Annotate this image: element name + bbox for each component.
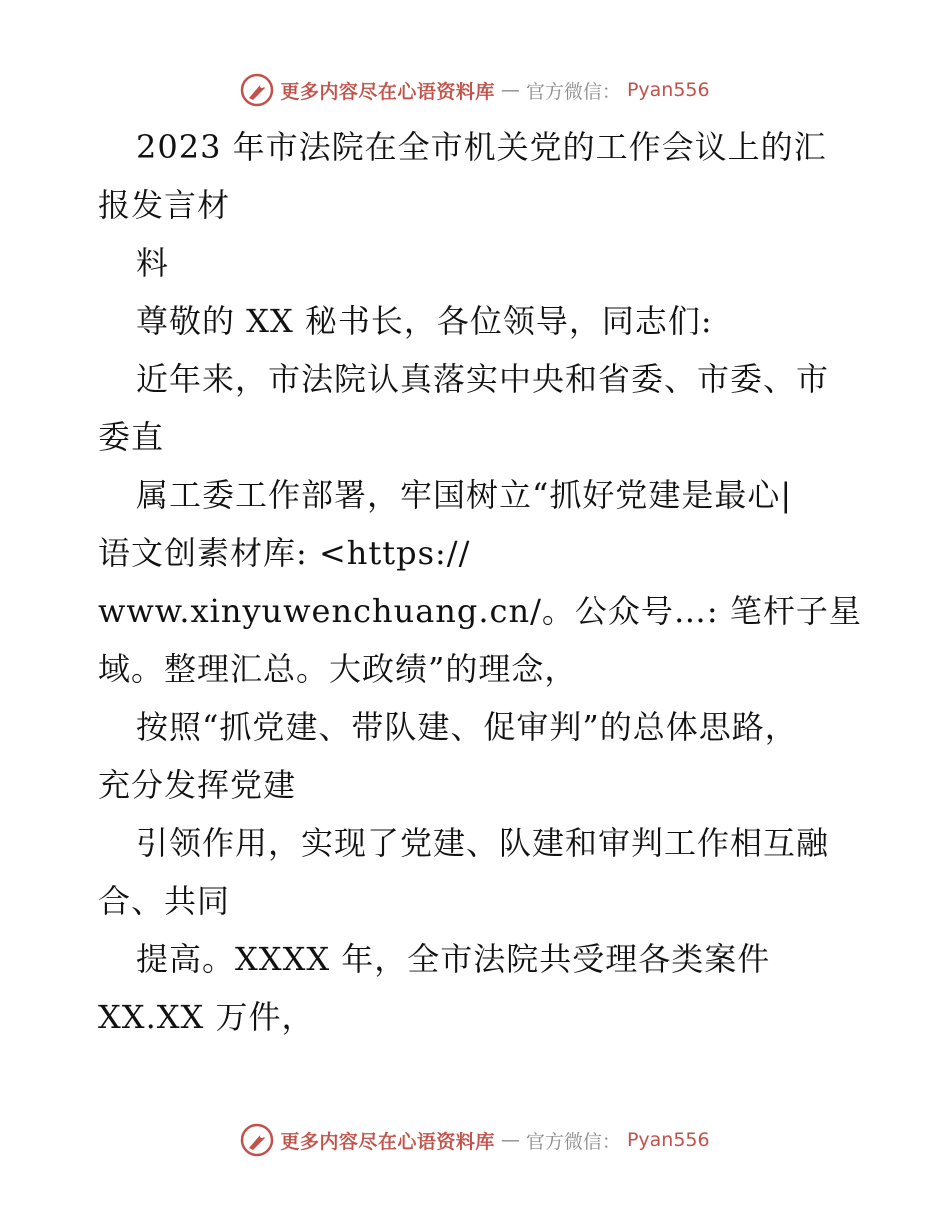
page-footer bbox=[0, 1120, 950, 1160]
doc-line: 提高。XXXX 年，全市法院共受理各类案件 bbox=[136, 940, 771, 978]
document-body bbox=[98, 118, 898, 1046]
doc-line: 2023 年市法院在全市机关党的工作会议上的汇 bbox=[136, 128, 827, 166]
doc-line: 近年来，市法院认真落实中央和省委、市委、市 bbox=[136, 360, 830, 398]
footer-brand-text: 更多内容尽在心语资料库 bbox=[280, 1130, 495, 1153]
doc-line: 报发言材 bbox=[98, 186, 231, 224]
doc-line: XX.XX 万件， bbox=[98, 998, 315, 1036]
header-brand-text: 更多内容尽在心语资料库 bbox=[280, 80, 495, 103]
doc-line: 充分发挥党建 bbox=[98, 766, 297, 804]
doc-line: 料 bbox=[136, 244, 170, 282]
header-account: Pyan556 bbox=[626, 79, 710, 101]
doc-line: 域。整理汇总。大政绩”的理念， bbox=[98, 650, 578, 688]
doc-line: 尊敬的 XX 秘书长，各位领导，同志们: bbox=[136, 302, 713, 340]
doc-line: 合、共同 bbox=[98, 882, 231, 920]
doc-line: 语文创素材库: <https:// bbox=[98, 534, 471, 572]
footer-wechat-label: 官方微信： bbox=[525, 1130, 621, 1153]
footer-banner bbox=[240, 1123, 709, 1157]
footer-separator: — bbox=[500, 1129, 520, 1151]
pen-nib-logo-icon bbox=[240, 1123, 274, 1157]
header-wechat-label: 官方微信： bbox=[525, 80, 621, 103]
header-banner bbox=[240, 73, 709, 107]
footer-account: Pyan556 bbox=[626, 1129, 710, 1151]
page-header bbox=[0, 70, 950, 110]
doc-line: 属工委工作部署，牢国树立“抓好党建是最心| bbox=[136, 476, 793, 514]
doc-line: 委直 bbox=[98, 418, 165, 456]
header-separator: — bbox=[500, 79, 520, 101]
doc-line: www.xinyuwenchuang.cn/。公众号…: 笔杆子星 bbox=[98, 592, 862, 630]
doc-line: 按照“抓党建、带队建、促审判”的总体思路， bbox=[136, 708, 798, 746]
pen-nib-logo-icon bbox=[240, 73, 274, 107]
doc-line: 引领作用，实现了党建、队建和审判工作相互融 bbox=[136, 824, 830, 862]
